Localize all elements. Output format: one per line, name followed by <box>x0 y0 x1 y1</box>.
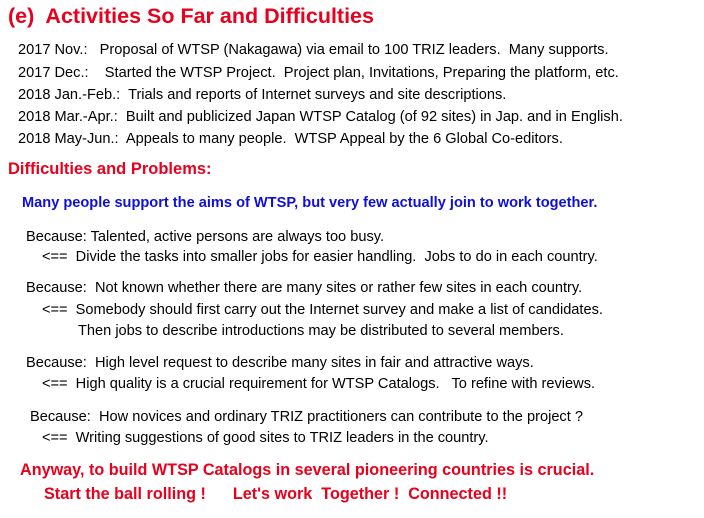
cause-because: Because: Not known whether there are many sites or rather few sites in each country. <box>26 280 583 296</box>
conclusion-slogan: Start the ball rolling ! Let's work Together ! Connected !! <box>44 485 508 503</box>
timeline-item: 2017 Nov.: Proposal of WTSP (Nakagawa) via email to 100 TRIZ leaders. Many supports. <box>18 42 609 58</box>
main-issue: Many people support the aims of WTSP, but very few actually join to work together. <box>22 195 598 211</box>
cause-remedy: <== Somebody should first carry out the Internet survey and make a list of candidates. <box>42 302 603 318</box>
page-title: (e) Activities So Far and Difficulties <box>8 4 374 28</box>
timeline-item: 2018 Jan.-Feb.: Trials and reports of Internet surveys and site descriptions. <box>18 87 507 103</box>
timeline-item: 2018 May-Jun.: Appeals to many people. WTSP Appeal by the 6 Global Co-editors. <box>18 131 563 147</box>
timeline-item: 2017 Dec.: Started the WTSP Project. Project plan, Invitations, Preparing the platform, etc. <box>18 65 619 81</box>
cause-remedy: <== Divide the tasks into smaller jobs for easier handling. Jobs to do in each country. <box>42 249 598 265</box>
cause-because: Because: How novices and ordinary TRIZ practitioners can contribute to the project ? <box>30 409 583 425</box>
difficulties-heading: Difficulties and Problems: <box>8 160 212 178</box>
conclusion-line: Anyway, to build WTSP Catalogs in several pioneering countries is crucial. <box>20 461 595 479</box>
cause-remedy: <== Writing suggestions of good sites to TRIZ leaders in the country. <box>42 430 489 446</box>
timeline-item: 2018 Mar.-Apr.: Built and publicized Japan WTSP Catalog (of 92 sites) in Jap. and in English. <box>18 109 623 125</box>
cause-because: Because: Talented, active persons are always too busy. <box>26 229 385 245</box>
cause-remedy: <== High quality is a crucial requirement for WTSP Catalogs. To refine with reviews. <box>42 376 596 392</box>
cause-because: Because: High level request to describe many sites in fair and attractive ways. <box>26 355 534 371</box>
cause-remedy-continued: Then jobs to describe introductions may be distributed to several members. <box>78 323 564 339</box>
